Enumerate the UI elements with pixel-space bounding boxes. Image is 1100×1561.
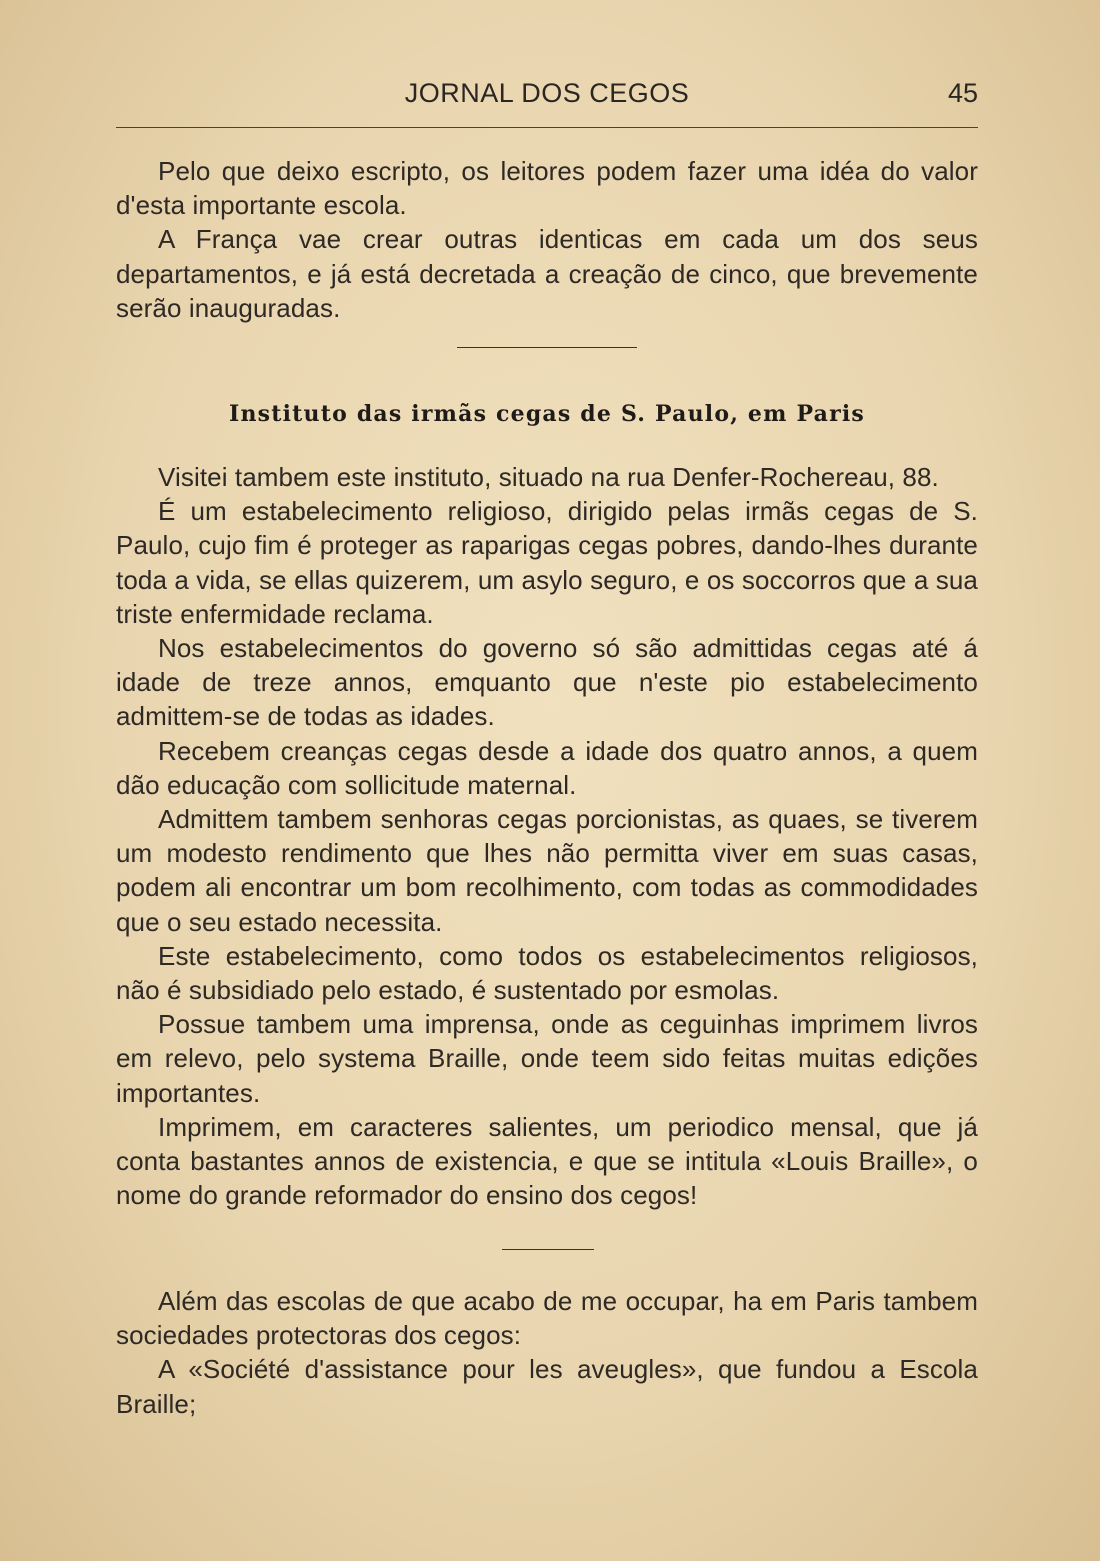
section-separator — [502, 1249, 594, 1250]
journal-title: JORNAL DOS CEGOS — [404, 78, 690, 108]
header-rule — [116, 127, 978, 128]
section-heading: Instituto das irmãs cegas de S. Paulo, em Paris — [228, 401, 866, 427]
paragraph: Nos estabelecimentos do governo só são admittidas cegas até á idade de treze annos, emquanto que n'este pio estabelecimento admittem-se de todas as idades. — [116, 633, 978, 732]
intro-text — [116, 154, 978, 325]
paragraph: Admittem tambem senhoras cegas porcionistas, as quaes, se tiverem um modesto rendimento que lhes não permitta viver em suas casas, podem ali encontrar um bom recolhimento, com todas as commodidades que o seu estado necessita. — [116, 804, 978, 937]
paragraph: A «Société d'assistance pour les aveugles», que fundou a Escola Braille; — [116, 1354, 978, 1419]
paragraph: Possue tambem uma imprensa, onde as ceguinhas imprimem livros em relevo, pelo systema Braille, onde teem sido feitas muitas edições importantes. — [116, 1009, 978, 1108]
closing-text — [116, 1284, 978, 1421]
paragraph: Pelo que deixo escripto, os leitores podem fazer uma idéa do valor d'esta importante escola. — [116, 156, 978, 221]
paragraph: É um estabelecimento religioso, dirigido pelas irmãs cegas de S. Paulo, cujo fim é proteger as raparigas cegas pobres, dando-lhes durante toda a vida, se ellas quizerem, um asylo seguro, e os soccorros que a sua triste enfermidade reclama. — [116, 496, 978, 629]
paragraph: Este estabelecimento, como todos os estabelecimentos religiosos, não é subsidiado pelo estado, é sustentado por esmolas. — [116, 940, 978, 1006]
paragraph: A França vae crear outras identicas em cada um dos seus departamentos, e já está decretada a creação de cinco, que brevemente serão inauguradas. — [116, 224, 978, 323]
paragraph: Recebem creanças cegas desde a idade dos quatro annos, a quem dão educação com sollicitude maternal. — [116, 735, 978, 800]
paragraph: Imprimem, em caracteres salientes, um periodico mensal, que já conta bastantes annos de existencia, e que se intitula «Louis Braille», o nome do grande reformador do ensino dos cegos! — [116, 1111, 978, 1211]
page-number: 45 — [947, 78, 978, 108]
paragraph: Além das escolas de que acabo de me occupar, ha em Paris tambem sociedades protectoras dos cegos: — [116, 1286, 978, 1351]
running-header — [116, 78, 978, 118]
section-separator — [457, 347, 637, 348]
paragraph: Visitei tambem este instituto, situado na rua Denfer-Rochereau, 88. — [158, 462, 939, 492]
section-text — [116, 460, 978, 1212]
